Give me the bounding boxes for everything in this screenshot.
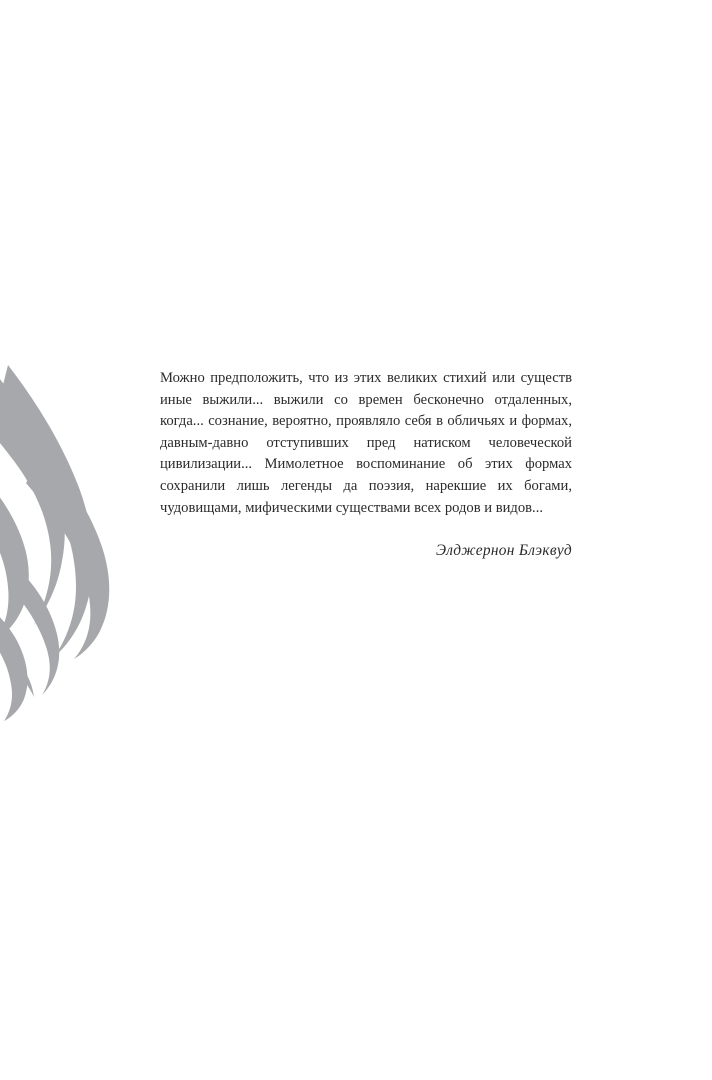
- tribal-flame-ornament: [0, 355, 152, 725]
- epigraph-quote: Можно предположить, что из этих великих стихий или существ иные выжили... выжили со времен бесконечно отдаленных, когда... сознание, вероятно, проявляло себя в обличьях и формах, давным-давно отступивших пред натиском человеческой цивилизации... Мимолетное воспоминание об этих формах сохранили лишь легенды да поэзия, нарекшие их богами, чудовищами, мифическими существами всех родов и видов...: [160, 370, 572, 516]
- epigraph-block: [160, 368, 572, 561]
- epigraph-attribution: Элджернон Блэквуд: [435, 542, 572, 560]
